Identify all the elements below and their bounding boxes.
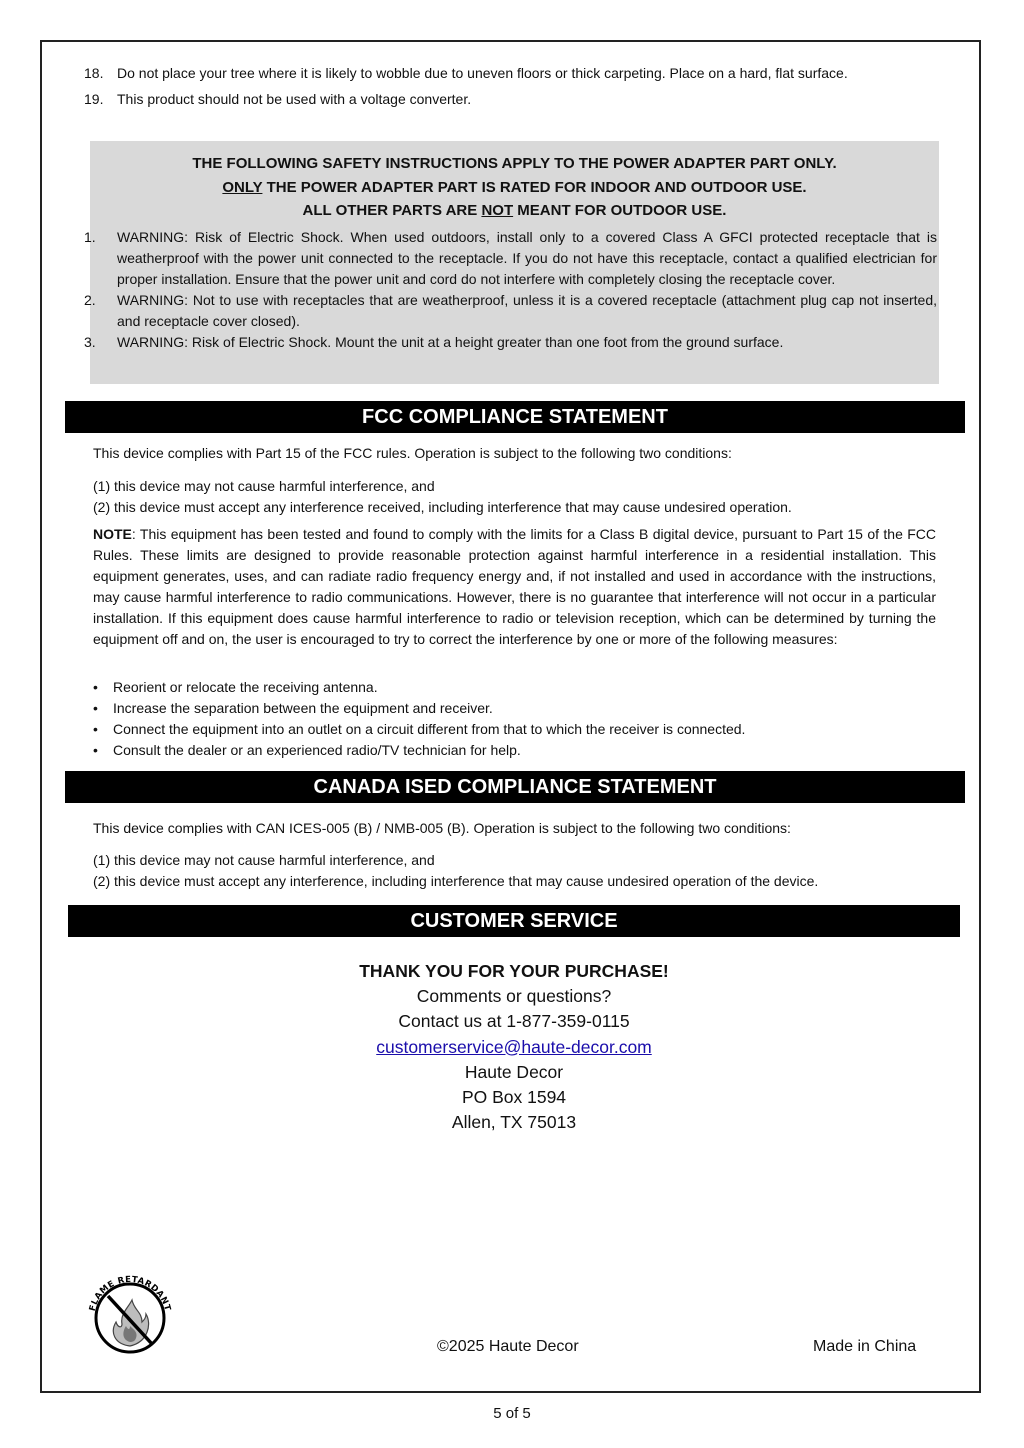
measure-text: Increase the separation between the equipment and receiver. xyxy=(113,700,493,716)
emphasis-only: ONLY xyxy=(222,178,263,196)
item-text: WARNING: Risk of Electric Shock. When used outdoors, install only to a covered Class A GFCI protected receptacle that is weatherproof with the power unit connected to the receptacle. If you do not have this receptacle, contact a qualified electrician for proper installation. Ensure that the power unit and cord do not interfere with completely closing the receptacle cover. xyxy=(117,229,937,287)
emphasis-not: NOT xyxy=(481,202,514,219)
list-item xyxy=(93,677,936,698)
safety-list-top xyxy=(84,63,936,110)
canada-intro: This device complies with CAN ICES-005 (B) / NMB-005 (B). Operation is subject to the following two conditions: xyxy=(93,820,791,836)
bullet-icon: • xyxy=(93,700,98,716)
canada-condition-2: (2) this device must accept any interference, including interference that may cause undesired operation of the device. xyxy=(93,873,819,889)
comments-text: Comments or questions? xyxy=(416,986,612,1007)
canada-condition-1: (1) this device may not cause harmful interference, and xyxy=(93,852,435,868)
adapter-heading-line-2-text: THE POWER ADAPTER PART IS RATED FOR INDOOR AND OUTDOOR USE. xyxy=(262,178,807,196)
customer-service-heading: CUSTOMER SERVICE xyxy=(68,905,960,937)
adapter-heading-line-3-b: MEANT FOR OUTDOOR USE. xyxy=(513,202,727,219)
fcc-measures-list xyxy=(93,677,936,761)
list-item xyxy=(84,332,937,353)
item-text: WARNING: Risk of Electric Shock. Mount the unit at a height greater than one foot from the ground surface. xyxy=(117,334,784,350)
list-item xyxy=(93,698,936,719)
fcc-note xyxy=(93,524,936,650)
bullet-icon: • xyxy=(93,742,98,758)
company-name: Haute Decor xyxy=(464,1061,564,1082)
adapter-heading-line-3-a: ALL OTHER PARTS ARE xyxy=(302,202,482,219)
page-number: 5 of 5 xyxy=(493,1405,531,1422)
thank-you-text: THANK YOU FOR YOUR PURCHASE! xyxy=(359,961,669,981)
fcc-intro: This device complies with Part 15 of the FCC rules. Operation is subject to the following two conditions: xyxy=(93,445,732,461)
item-number: 1. xyxy=(84,229,96,245)
bullet-icon: • xyxy=(93,721,98,737)
canada-conditions xyxy=(93,850,936,892)
flame-retardant-badge-icon xyxy=(84,1268,176,1356)
adapter-warning-heading xyxy=(90,152,939,223)
email-link[interactable]: customerservice@haute-decor.com xyxy=(376,1036,652,1057)
po-box: PO Box 1594 xyxy=(461,1087,567,1108)
list-item xyxy=(93,740,936,761)
note-text: : This equipment has been tested and found to comply with the limits for a Class B digital device, pursuant to Part 15 of the FCC Rules. These limits are designed to provide reasonable protection against harmful interference in a residential installation. This equipment generates, uses, and can radiate radio frequency energy and, if not installed and used in accordance with the instructions, may cause harmful interference to radio communications. However, there is no guarantee that interference will not occur in a particular installation. If this equipment does cause harmful interference to radio or television reception, which can be determined by turning the equipment off and on, the user is encouraged to try to correct the interference by one or more of the following measures: xyxy=(93,526,936,647)
adapter-heading-line-1: THE FOLLOWING SAFETY INSTRUCTIONS APPLY TO THE POWER ADAPTER PART ONLY. xyxy=(192,155,837,172)
fcc-conditions xyxy=(93,476,936,518)
measure-text: Reorient or relocate the receiving antenna. xyxy=(113,679,378,695)
bullet-icon: • xyxy=(93,679,98,695)
adapter-warning-list xyxy=(84,227,937,353)
item-number: 19. xyxy=(84,91,104,107)
customer-service-block xyxy=(264,959,764,1135)
item-text: This product should not be used with a voltage converter. xyxy=(117,91,472,107)
city-state-zip: Allen, TX 75013 xyxy=(451,1112,577,1133)
canada-heading: CANADA ISED COMPLIANCE STATEMENT xyxy=(65,771,965,803)
note-label: NOTE xyxy=(93,526,132,542)
list-item xyxy=(93,719,936,740)
list-item xyxy=(84,63,936,84)
adapter-heading-line-2 xyxy=(90,176,939,200)
list-item xyxy=(84,290,937,332)
adapter-heading-line-3 xyxy=(90,199,939,223)
fcc-condition-1: (1) this device may not cause harmful interference, and xyxy=(93,478,435,494)
item-number: 2. xyxy=(84,292,96,308)
fcc-condition-2: (2) this device must accept any interference received, including interference that may cause undesired operation. xyxy=(93,499,792,515)
item-number: 18. xyxy=(84,65,104,81)
item-text: Do not place your tree where it is likely to wobble due to uneven floors or thick carpeting. Place on a hard, flat surface. xyxy=(117,65,848,81)
fcc-heading: FCC COMPLIANCE STATEMENT xyxy=(65,401,965,433)
item-number: 3. xyxy=(84,334,96,350)
measure-text: Connect the equipment into an outlet on a circuit different from that to which the receiver is connected. xyxy=(113,721,746,737)
copyright-text: ©2025 Haute Decor xyxy=(437,1338,579,1355)
list-item xyxy=(84,89,936,110)
badge-text: FLAME RETARDANT xyxy=(87,1274,173,1313)
item-text: WARNING: Not to use with receptacles that are weatherproof, unless it is a covered receptacle (attachment plug cap not inserted, and receptacle cover closed). xyxy=(117,292,937,329)
list-item xyxy=(84,227,937,290)
measure-text: Consult the dealer or an experienced radio/TV technician for help. xyxy=(113,742,521,758)
made-in-text: Made in China xyxy=(813,1338,917,1355)
contact-phone: Contact us at 1-877-359-0115 xyxy=(398,1011,630,1032)
